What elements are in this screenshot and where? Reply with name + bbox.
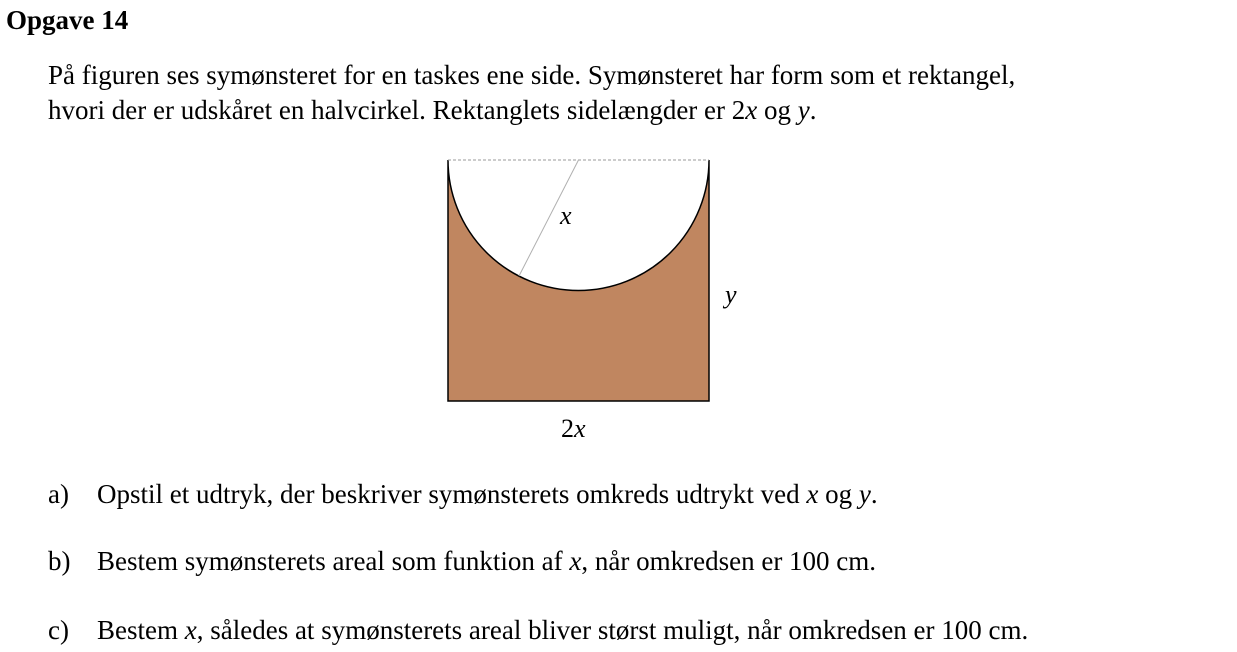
sewing-pattern-figure (430, 150, 770, 455)
intro-line-1: På figuren ses symønsteret for en taskes ene side. Symønsteret har form som et rektangel, (48, 60, 1016, 90)
intro-line-2-text: hvori der er udskåret en halvcirkel. Rektanglets sidelængder er 2 (48, 95, 746, 125)
question-b-post: , når omkredsen er 100 cm. (581, 546, 877, 576)
width-label-variable: x (574, 414, 586, 443)
question-b-pre: Bestem symønsterets areal som funktion af (97, 546, 570, 576)
intro-line-2-mid: og (757, 95, 798, 125)
question-a-mid: og (818, 479, 859, 509)
intro-paragraph (48, 58, 1015, 128)
intro-variable-y: y (797, 95, 810, 125)
question-c-pre: Bestem (97, 615, 185, 645)
intro-line-2 (48, 93, 1015, 128)
question-a-letter: a) (48, 479, 69, 509)
question-b-variable-x: x (569, 546, 582, 576)
exercise-title: Opgave 14 (6, 5, 129, 35)
question-c-variable-x: x (184, 615, 197, 645)
question-c-letter: c) (48, 615, 69, 645)
question-a-pre: Opstil et udtryk, der beskriver symønsterets omkreds udtrykt ved (97, 479, 807, 509)
question-a-variable-y: y (858, 479, 871, 509)
width-label (561, 414, 586, 443)
question-c-post: , således at symønsterets areal bliver størst muligt, når omkredsen er 100 cm. (196, 615, 1029, 645)
question-a-post: . (870, 479, 878, 509)
question-a-variable-x: x (806, 479, 819, 509)
question-c (48, 613, 1028, 647)
height-label: y (725, 280, 737, 309)
intro-line-2-end: . (809, 95, 817, 125)
intro-variable-x: x (745, 95, 758, 125)
question-b (48, 544, 876, 578)
width-label-number: 2 (561, 414, 574, 443)
question-a (48, 477, 878, 511)
pattern-diagram (430, 150, 770, 455)
pattern-shape (448, 160, 709, 401)
radius-label: x (560, 201, 572, 230)
question-b-letter: b) (48, 546, 71, 576)
